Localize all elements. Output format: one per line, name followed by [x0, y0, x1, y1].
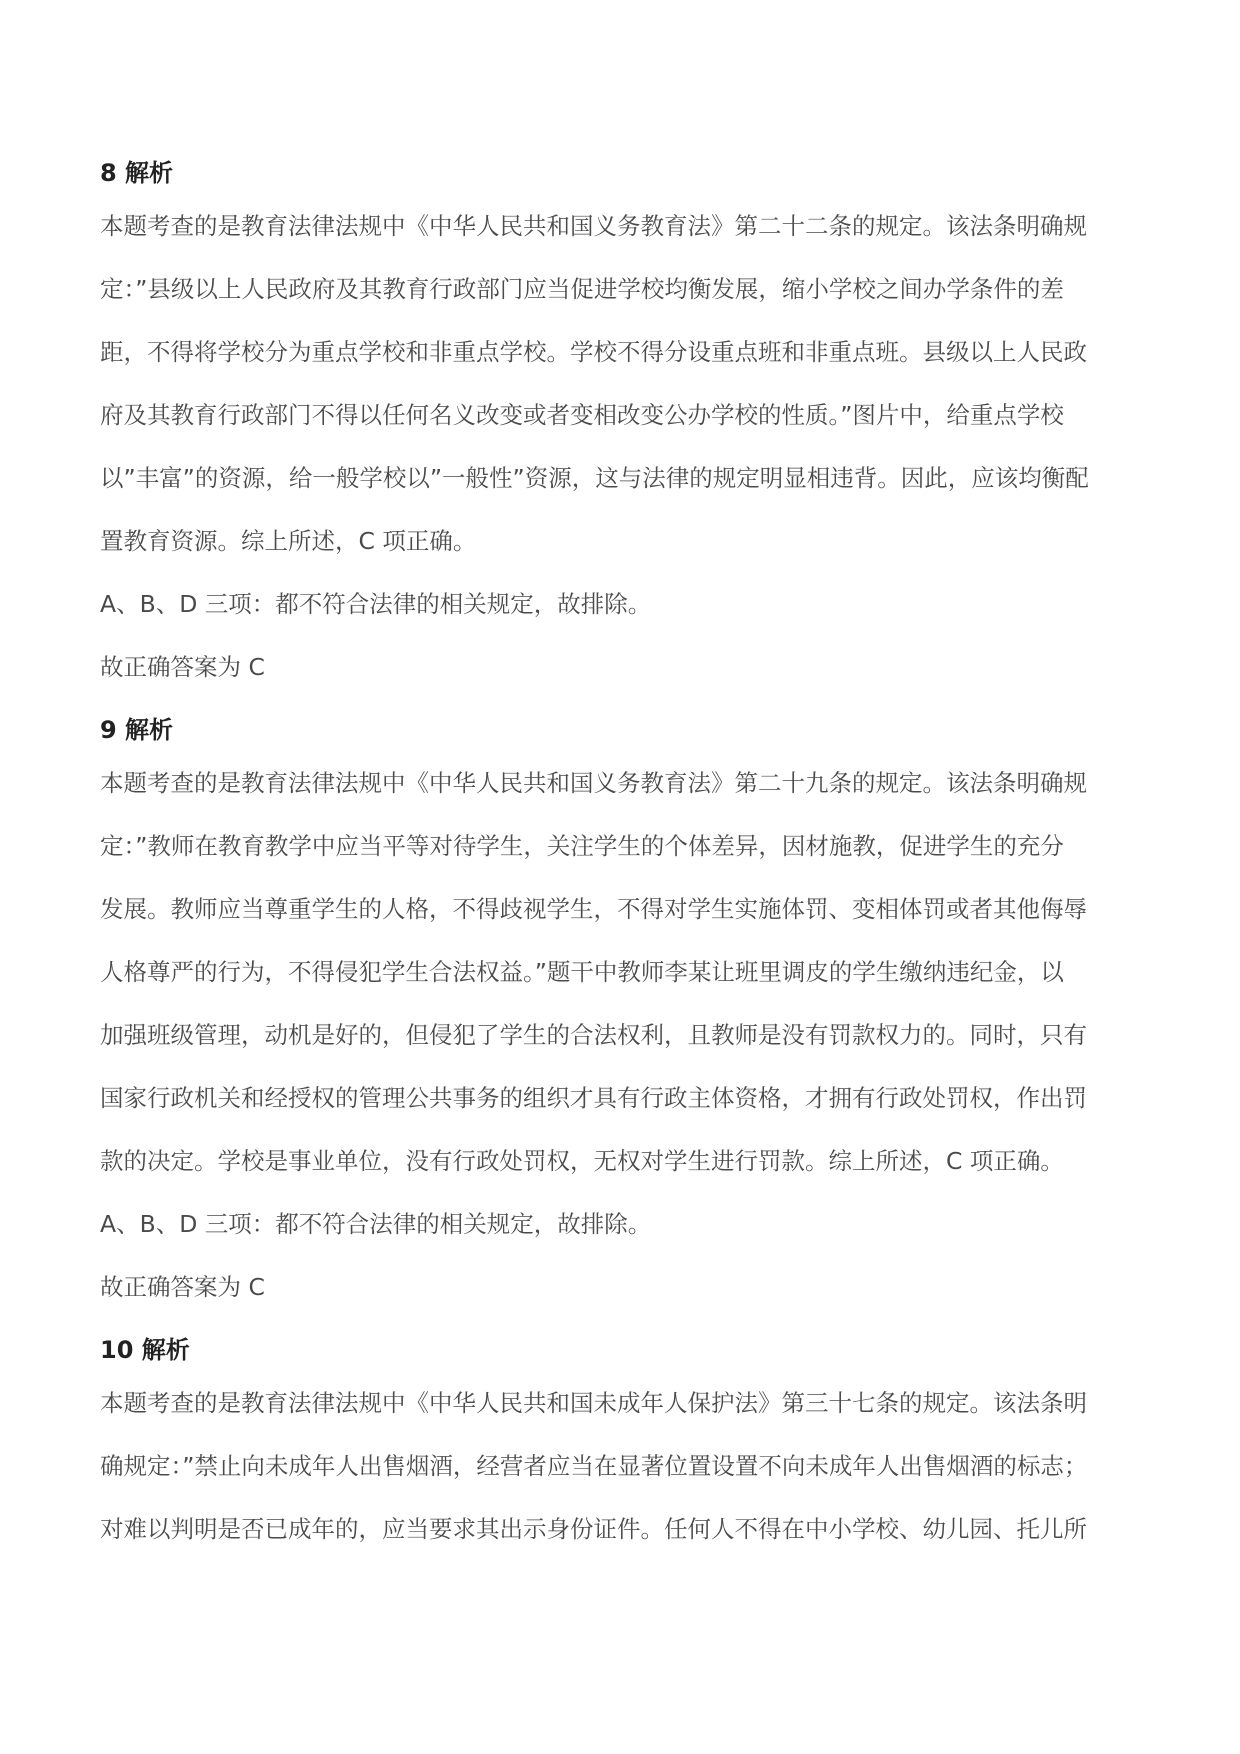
body-line: 定：”县级以上人民政府及其教育行政部门应当促进学校均衡发展，缩小学校之间办学条件的差: [100, 275, 1064, 303]
body-line: 本题考查的是教育法律法规中《中华人民共和国义务教育法》第二十九条的规定。该法条明确规: [100, 769, 1087, 797]
section-heading: 9 解析: [100, 716, 174, 744]
body-line: 加强班级管理，动机是好的，但侵犯了学生的合法权利，且教师是没有罚款权力的。同时，只有: [100, 1021, 1087, 1049]
section-body: [100, 1386, 1150, 1546]
body-line: 对难以判明是否已成年的，应当要求其出示身份证件。任何人不得在中小学校、幼儿园、托儿所: [100, 1515, 1087, 1543]
body-line: 本题考查的是教育法律法规中《中华人民共和国义务教育法》第二十二条的规定。该法条明确规: [100, 212, 1087, 240]
body-line: 本题考查的是教育法律法规中《中华人民共和国未成年人保护法》第三十七条的规定。该法条明: [100, 1389, 1087, 1417]
section-10: [100, 1333, 1150, 1546]
body-line: 以”丰富”的资源，给一般学校以”一般性”资源，这与法律的规定明显相违背。因此，应该均衡配: [100, 464, 1089, 492]
body-line: 确规定：”禁止向未成年人出售烟酒，经营者应当在显著位置设置不向未成年人出售烟酒的标志；: [100, 1452, 1088, 1480]
exclusion-note: A、B、D 三项：都不符合法律的相关规定，故排除。: [100, 590, 652, 618]
body-line: 府及其教育行政部门不得以任何名义改变或者变相改变公办学校的性质。”图片中，给重点学校: [100, 401, 1064, 429]
body-line: 置教育资源。综上所述，C 项正确。: [100, 527, 477, 555]
body-line: 距，不得将学校分为重点学校和非重点学校。学校不得分设重点班和非重点班。县级以上人民政: [100, 338, 1087, 366]
document-page: [100, 156, 1150, 1575]
section-8: [100, 156, 1150, 684]
exclusion-note: A、B、D 三项：都不符合法律的相关规定，故排除。: [100, 1210, 652, 1238]
body-line: 定：”教师在教育教学中应当平等对待学生，关注学生的个体差异，因材施教，促进学生的充分: [100, 832, 1064, 860]
answer-line: 故正确答案为 C: [100, 1273, 265, 1301]
section-body: [100, 209, 1150, 558]
section-body: [100, 766, 1150, 1178]
answer-line: 故正确答案为 C: [100, 653, 265, 681]
section-heading: 10 解析: [100, 1336, 190, 1364]
body-line: 人格尊严的行为，不得侵犯学生合法权益。”题干中教师李某让班里调皮的学生缴纳违纪金，以: [100, 958, 1064, 986]
section-heading: 8 解析: [100, 159, 174, 187]
section-9: [100, 713, 1150, 1304]
body-line: 发展。教师应当尊重学生的人格，不得歧视学生，不得对学生实施体罚、变相体罚或者其他侮辱: [100, 895, 1087, 923]
body-line: 国家行政机关和经授权的管理公共事务的组织才具有行政主体资格，才拥有行政处罚权，作出罚: [100, 1084, 1087, 1112]
body-line: 款的决定。学校是事业单位，没有行政处罚权，无权对学生进行罚款。综上所述，C 项正确。: [100, 1147, 1064, 1175]
